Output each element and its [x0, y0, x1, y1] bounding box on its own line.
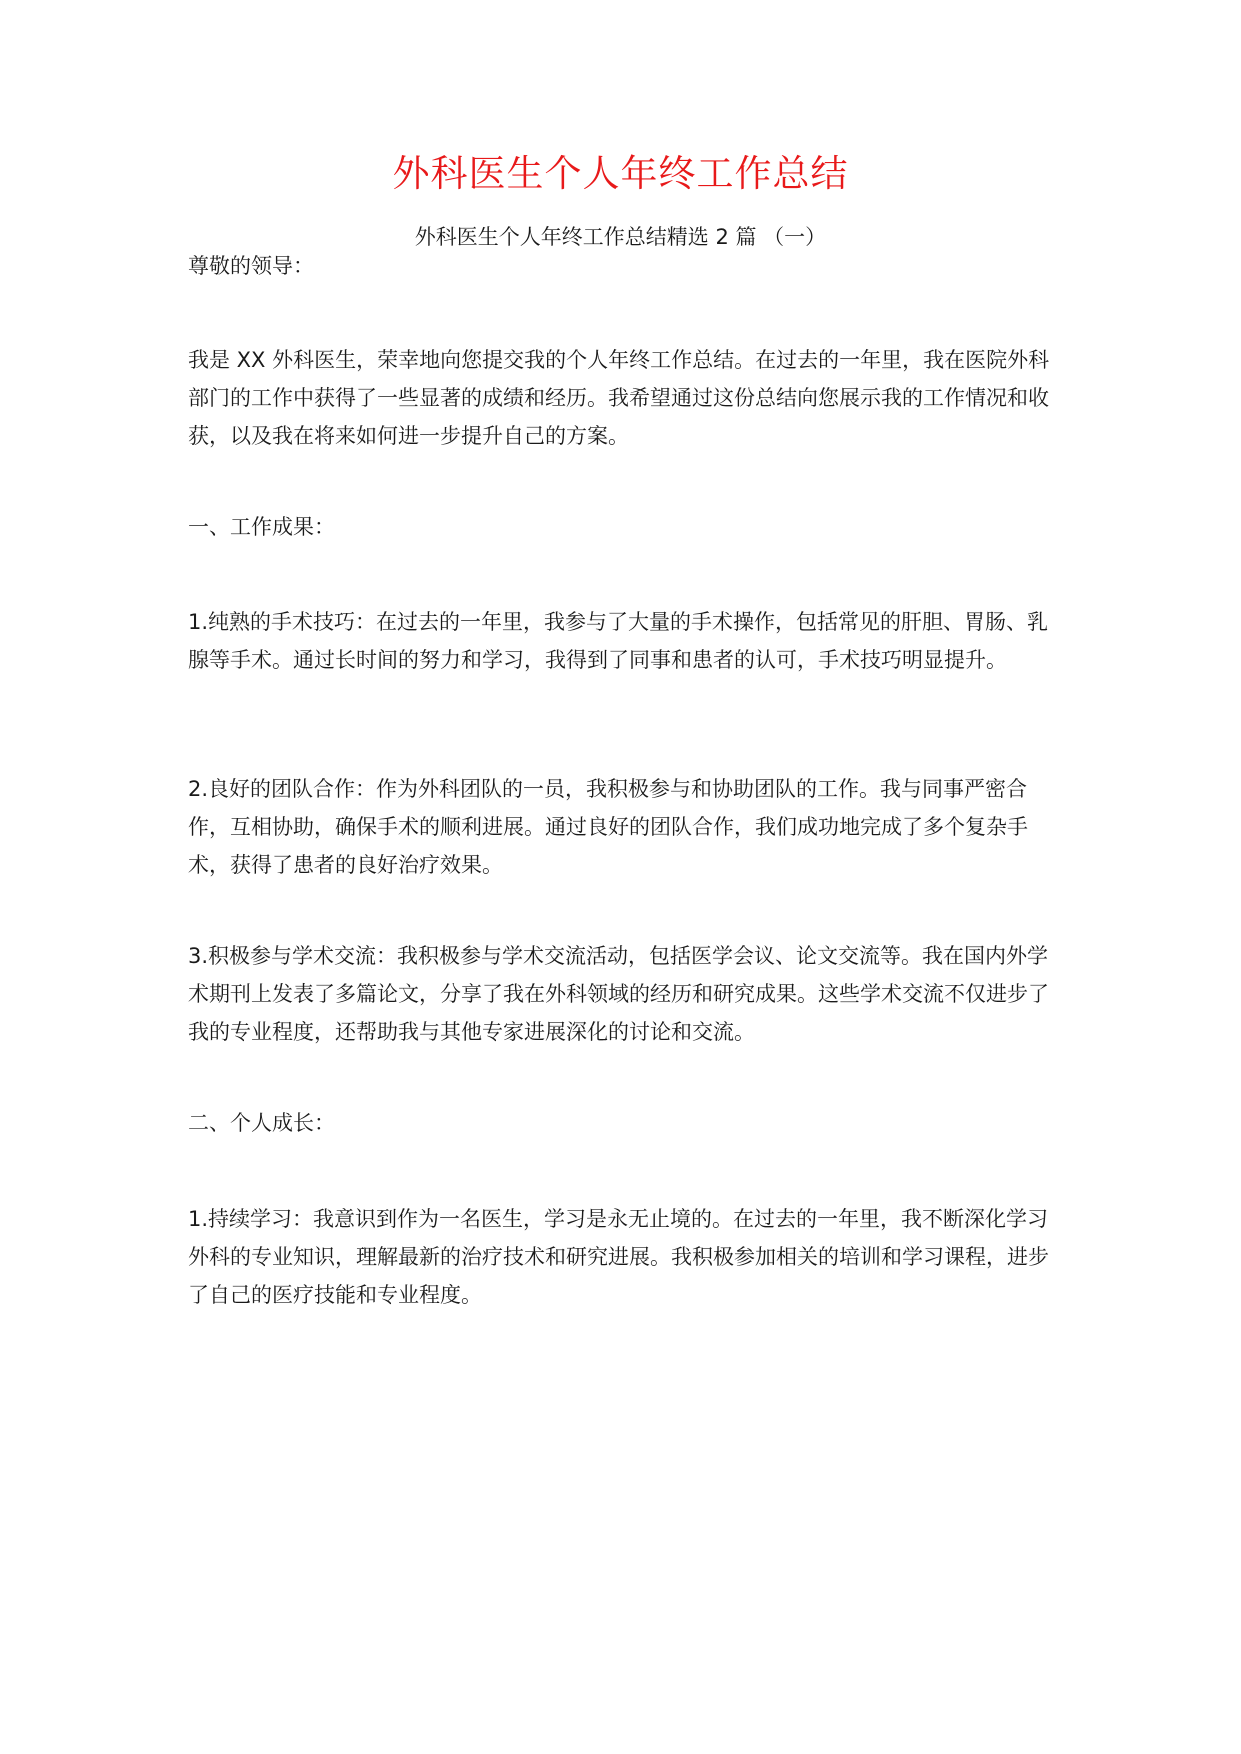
paragraph-teamwork: 2.良好的团队合作：作为外科团队的一员，我积极参与和协助团队的工作。我与同事严密合作，互相协助，确保手术的顺利进展。通过良好的团队合作，我们成功地完成了多个复杂手术，获得了患者的良好治疗效果。 [188, 777, 1028, 877]
paragraph-continuous-learning: 1.持续学习：我意识到作为一名医生，学习是永无止境的。在过去的一年里，我不断深化学习外科的专业知识，理解最新的治疗技术和研究进展。我积极参加相关的培训和学习课程，进步了自己的医疗技能和专业程度。 [188, 1207, 1049, 1307]
section-heading-work-results: 一、工作成果： [188, 515, 335, 539]
intro-paragraph: 我是 XX 外科医生，荣幸地向您提交我的个人年终工作总结。在过去的一年里，我在医院外科部门的工作中获得了一些显著的成绩和经历。我希望通过这份总结向您展示我的工作情况和收获，以及我在将来如何进一步提升自己的方案。 [188, 348, 1050, 448]
paragraph-surgical-skills: 1.纯熟的手术技巧：在过去的一年里，我参与了大量的手术操作，包括常见的肝胆、胃肠、乳腺等手术。通过长时间的努力和学习，我得到了同事和患者的认可，手术技巧明显提升。 [188, 610, 1049, 672]
greeting: 尊敬的领导： [188, 254, 314, 278]
section-heading-personal-growth: 二、个人成长： [188, 1111, 335, 1135]
paragraph-academic-exchange: 3.积极参与学术交流：我积极参与学术交流活动，包括医学会议、论文交流等。我在国内外学术期刊上发表了多篇论文，分享了我在外科领域的经历和研究成果。这些学术交流不仅进步了我的专业程度，还帮助我与其他专家进展深化的讨论和交流。 [188, 944, 1049, 1044]
document-title: 外科医生个人年终工作总结 [392, 152, 849, 195]
document-subtitle: 外科医生个人年终工作总结精选 2 篇 （一） [414, 225, 827, 249]
